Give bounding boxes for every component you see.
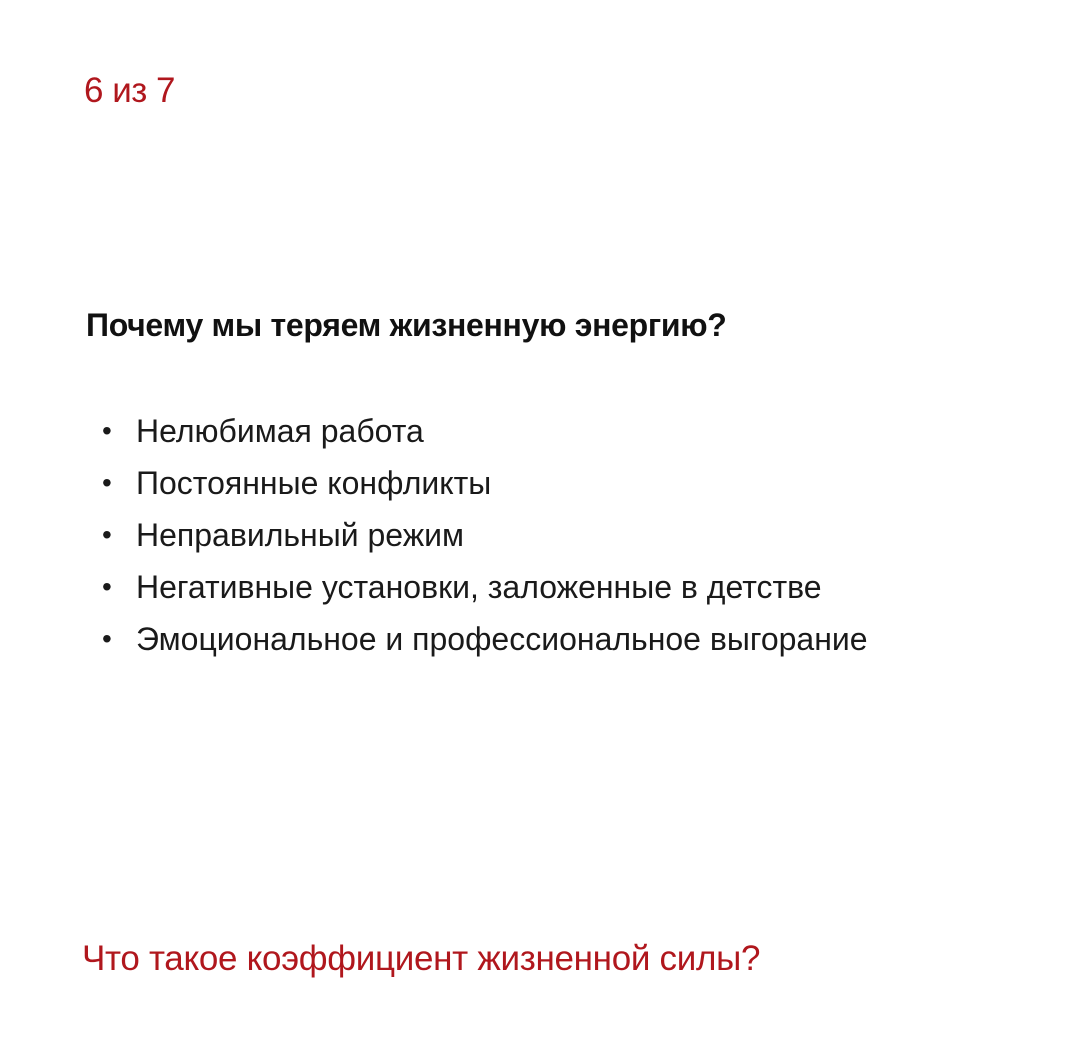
bullet-icon: • xyxy=(102,467,112,498)
list-item-text: Постоянные конфликты xyxy=(136,465,492,501)
list-item-text: Неправильный режим xyxy=(136,517,464,553)
reasons-list xyxy=(100,405,868,665)
list-item-text: Негативные установки, заложенные в детстве xyxy=(136,569,822,605)
bullet-icon: • xyxy=(102,623,112,654)
list-item xyxy=(100,613,868,665)
section-heading: Почему мы теряем жизненную энергию? xyxy=(86,307,727,343)
list-item xyxy=(100,561,868,613)
list-item-text: Эмоциональное и профессиональное выгорание xyxy=(136,621,868,657)
bullet-icon: • xyxy=(102,415,112,446)
bullet-icon: • xyxy=(102,519,112,550)
bullet-icon: • xyxy=(102,571,112,602)
list-item xyxy=(100,457,868,509)
list-item-text: Нелюбимая работа xyxy=(136,413,424,449)
page-counter: 6 из 7 xyxy=(84,71,175,110)
next-topic-link[interactable]: Что такое коэффициент жизненной силы? xyxy=(82,939,761,978)
list-item xyxy=(100,405,868,457)
list-item xyxy=(100,509,868,561)
